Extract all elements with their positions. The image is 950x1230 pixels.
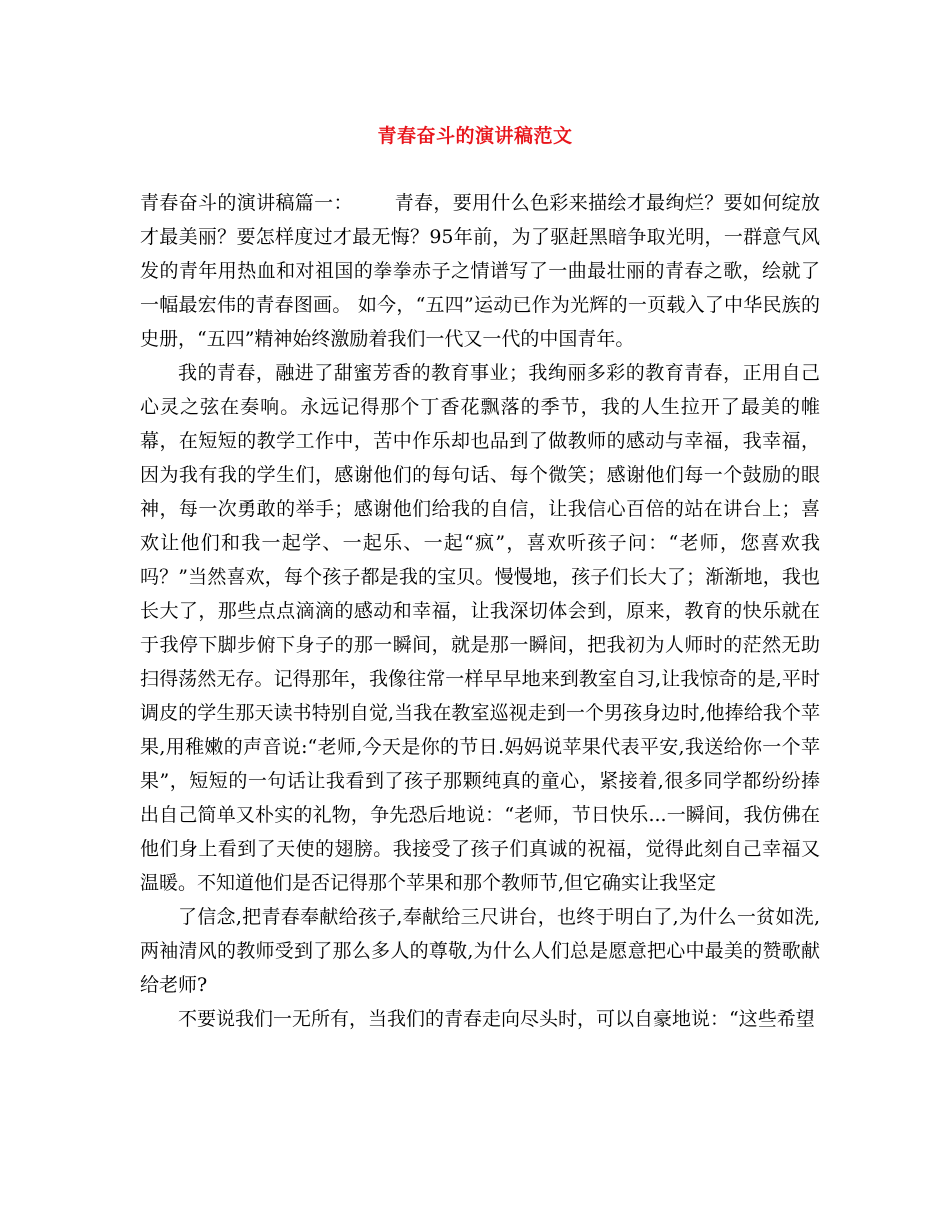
document-body [140, 186, 820, 1036]
paragraph-2: 我的青春，融进了甜蜜芳香的教育事业；我绚丽多彩的教育青春，正用自己心灵之弦在奏响。永远记得那个丁香花飘落的季节，我的人生拉开了最美的帷幕，在短短的教学工作中，苦中作乐却也品到了做教师的感动与幸福，我幸福，因为我有我的学生们，感谢他们的每句话、每个微笑；感谢他们每一个鼓励的眼神，每一次勇敢的举手；感谢他们给我的自信，让我信心百倍的站在讲台上；喜欢让他们和我一起学、一起乐、一起“疯”，喜欢听孩子问：“老师，您喜欢我吗？”当然喜欢，每个孩子都是我的宝贝。慢慢地，孩子们长大了；渐渐地，我也长大了，那些点点滴滴的感动和幸福，让我深切体会到，原来，教育的快乐就在于我停下脚步俯下身子的那一瞬间，就是那一瞬间，把我初为人师时的茫然无助扫得荡然无存。记得那年，我像往常一样早早地来到教室自习,让我惊奇的是,平时调皮的学生那天读书特别自觉,当我在教室巡视走到一个男孩身边时,他捧给我个苹果,用稚嫩的声音说:“老师,今天是你的节日.妈妈说苹果代表平安,我送给你一个苹果”，短短的一句话让我看到了孩子那颗纯真的童心，紧接着,很多同学都纷纷捧出自己简单又朴实的礼物，争先恐后地说：“老师，节日快乐...一瞬间，我仿佛在他们身上看到了天使的翅膀。我接受了孩子们真诚的祝福，觉得此刻自己幸福又温暖。不知道他们是否记得那个苹果和那个教师节,但它确实让我坚定 [140, 362, 820, 894]
paragraph-1 [140, 186, 820, 356]
section-label: 青春奋斗的演讲稿篇一： [140, 192, 353, 214]
document-title: 青春奋斗的演讲稿范文 [377, 125, 573, 147]
paragraph-1-text: 青春，要用什么色彩来描绘才最绚烂？要如何绽放才最美丽？要怎样度过才最无悔？95年前，为了驱赶黑暗争取光明，一群意气风发的青年用热血和对祖国的拳拳赤子之情谱写了一曲最壮丽的青春之歌，绘就了一幅最宏伟的青春图画。 如今，“五四”运动已作为光辉的一页载入了中华民族的史册，“五四”精神始终激励着我们一代又一代的中国青年。 [140, 192, 820, 350]
paragraph-4: 不要说我们一无所有，当我们的青春走向尽头时，可以自豪地说：“这些希望 [178, 1008, 815, 1030]
paragraph-3: 了信念,把青春奉献给孩子,奉献给三尺讲台，也终于明白了,为什么一贫如洗,两袖清风的教师受到了那么多人的尊敬,为什么人们总是愿意把心中最美的赞歌献给老师? [140, 906, 820, 996]
